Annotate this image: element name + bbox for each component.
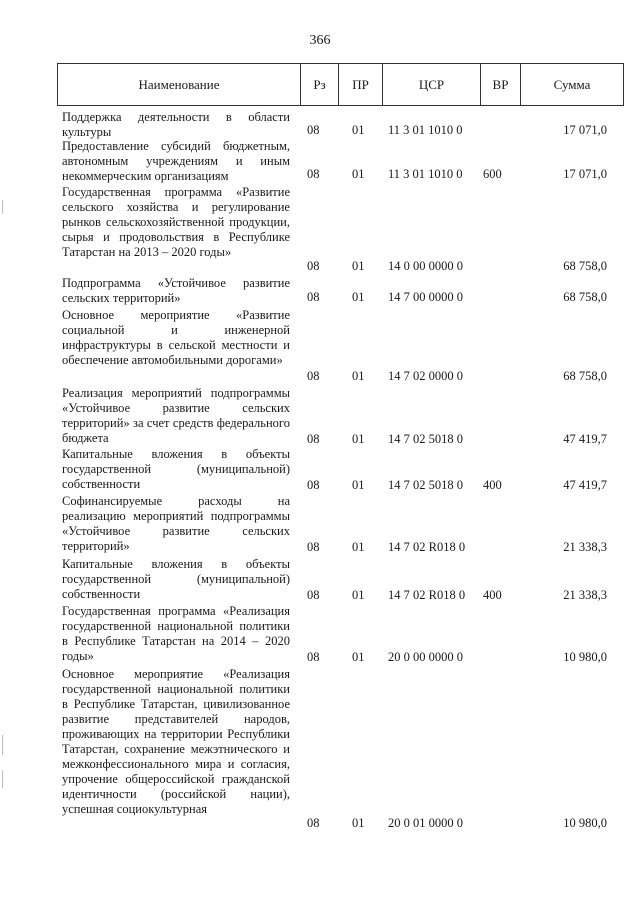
row-rz: 08 <box>307 167 320 181</box>
table-row <box>0 447 640 492</box>
row-vr: 400 <box>483 588 502 602</box>
row-name: Подпрограмма «Устойчивое развитие сельских территорий» <box>62 276 290 305</box>
row-sum: 47 419,7 <box>563 478 607 492</box>
table-row <box>0 667 640 832</box>
row-csr: 14 7 02 5018 0 <box>388 432 463 446</box>
row-pr: 01 <box>352 816 365 830</box>
table-row <box>0 494 640 554</box>
table-row <box>0 557 640 602</box>
row-rz: 08 <box>307 369 320 383</box>
table-row <box>0 110 640 140</box>
table-header <box>57 63 624 106</box>
row-rz: 08 <box>307 259 320 273</box>
table-row <box>0 276 640 306</box>
row-sum: 47 419,7 <box>563 432 607 446</box>
row-pr: 01 <box>352 478 365 492</box>
row-csr: 11 3 01 1010 0 <box>388 167 463 181</box>
row-csr: 14 0 00 0000 0 <box>388 259 463 273</box>
row-sum: 17 071,0 <box>563 167 607 181</box>
row-rz: 08 <box>307 478 320 492</box>
row-csr: 20 0 01 0000 0 <box>388 816 463 830</box>
row-pr: 01 <box>352 650 365 664</box>
row-pr: 01 <box>352 290 365 304</box>
row-csr: 14 7 02 0000 0 <box>388 369 463 383</box>
row-sum: 10 980,0 <box>563 650 607 664</box>
row-pr: 01 <box>352 432 365 446</box>
table-row <box>0 139 640 184</box>
row-name: Поддержка деятельности в области культуры <box>62 110 290 139</box>
table-row <box>0 308 640 383</box>
header-rz: Рз <box>301 64 339 105</box>
row-rz: 08 <box>307 290 320 304</box>
row-rz: 08 <box>307 432 320 446</box>
row-csr: 11 3 01 1010 0 <box>388 123 463 137</box>
row-pr: 01 <box>352 259 365 273</box>
scan-mark <box>2 735 3 755</box>
row-vr: 600 <box>483 167 502 181</box>
row-csr: 14 7 00 0000 0 <box>388 290 463 304</box>
row-pr: 01 <box>352 369 365 383</box>
row-name: Предоставление субсидий бюджетным, автономным учреждениям и иным некоммерческим организациям <box>62 139 290 183</box>
row-pr: 01 <box>352 167 365 181</box>
row-vr: 400 <box>483 478 502 492</box>
row-pr: 01 <box>352 123 365 137</box>
row-name: Основное мероприятие «Реализация государственной национальной политики в Республике Татарстан, цивилизованное развитие представителей народов, проживающих на территории Республики Татарстан, сохранение межэтнического и межконфессионального мира и согласия, упрочение общероссийской гражданской идентичности (российской нации), успешная социокультурная <box>62 667 290 816</box>
row-name: Государственная программа «Реализация государственной национальной политики в Республике Татарстан на 2014 – 2020 годы» <box>62 604 290 663</box>
table-row <box>0 604 640 664</box>
row-name: Основное мероприятие «Развитие социальной и инженерной инфраструктуры в сельской местности и обеспечение автомобильными дорогами» <box>62 308 290 367</box>
row-rz: 08 <box>307 650 320 664</box>
header-sum: Сумма <box>553 76 591 92</box>
row-name: Реализация мероприятий подпрограммы «Устойчивое развитие сельских территорий» за счет средств федерального бюджета <box>62 386 290 445</box>
header-name: Наименование <box>58 64 301 105</box>
row-name: Софинансируемые расходы на реализацию мероприятий подпрограммы «Устойчивое развитие сельских территорий» <box>62 494 290 553</box>
row-pr: 01 <box>352 540 365 554</box>
header-vr: ВР <box>481 64 521 105</box>
row-csr: 20 0 00 0000 0 <box>388 650 463 664</box>
page-number: 366 <box>309 33 331 48</box>
row-sum: 10 980,0 <box>563 816 607 830</box>
row-name: Капитальные вложения в объекты государственной (муниципальной) собственности <box>62 557 290 601</box>
row-sum: 21 338,3 <box>563 588 607 602</box>
row-sum: 68 758,0 <box>563 290 607 304</box>
row-csr: 14 7 02 R018 0 <box>388 588 466 602</box>
table-row <box>0 386 640 446</box>
row-pr: 01 <box>352 588 365 602</box>
row-rz: 08 <box>307 123 320 137</box>
row-sum: 21 338,3 <box>563 540 607 554</box>
table-row <box>0 185 640 275</box>
row-rz: 08 <box>307 588 320 602</box>
row-csr: 14 7 02 5018 0 <box>388 478 463 492</box>
row-sum: 68 758,0 <box>563 259 607 273</box>
row-name: Государственная программа «Развитие сельского хозяйства и регулирование рынков сельскохозяйственной продукции, сырья и продовольствия в Республике Татарстан на 2013 – 2020 годы» <box>62 185 290 259</box>
row-sum: 17 071,0 <box>563 123 607 137</box>
row-csr: 14 7 02 R018 0 <box>388 540 466 554</box>
row-sum: 68 758,0 <box>563 369 607 383</box>
header-csr: ЦСР <box>383 64 481 105</box>
row-rz: 08 <box>307 540 320 554</box>
scan-mark <box>2 200 3 214</box>
row-name: Капитальные вложения в объекты государственной (муниципальной) собственности <box>62 447 290 491</box>
scan-mark <box>2 770 3 788</box>
header-pr: ПР <box>339 64 383 105</box>
row-rz: 08 <box>307 816 320 830</box>
